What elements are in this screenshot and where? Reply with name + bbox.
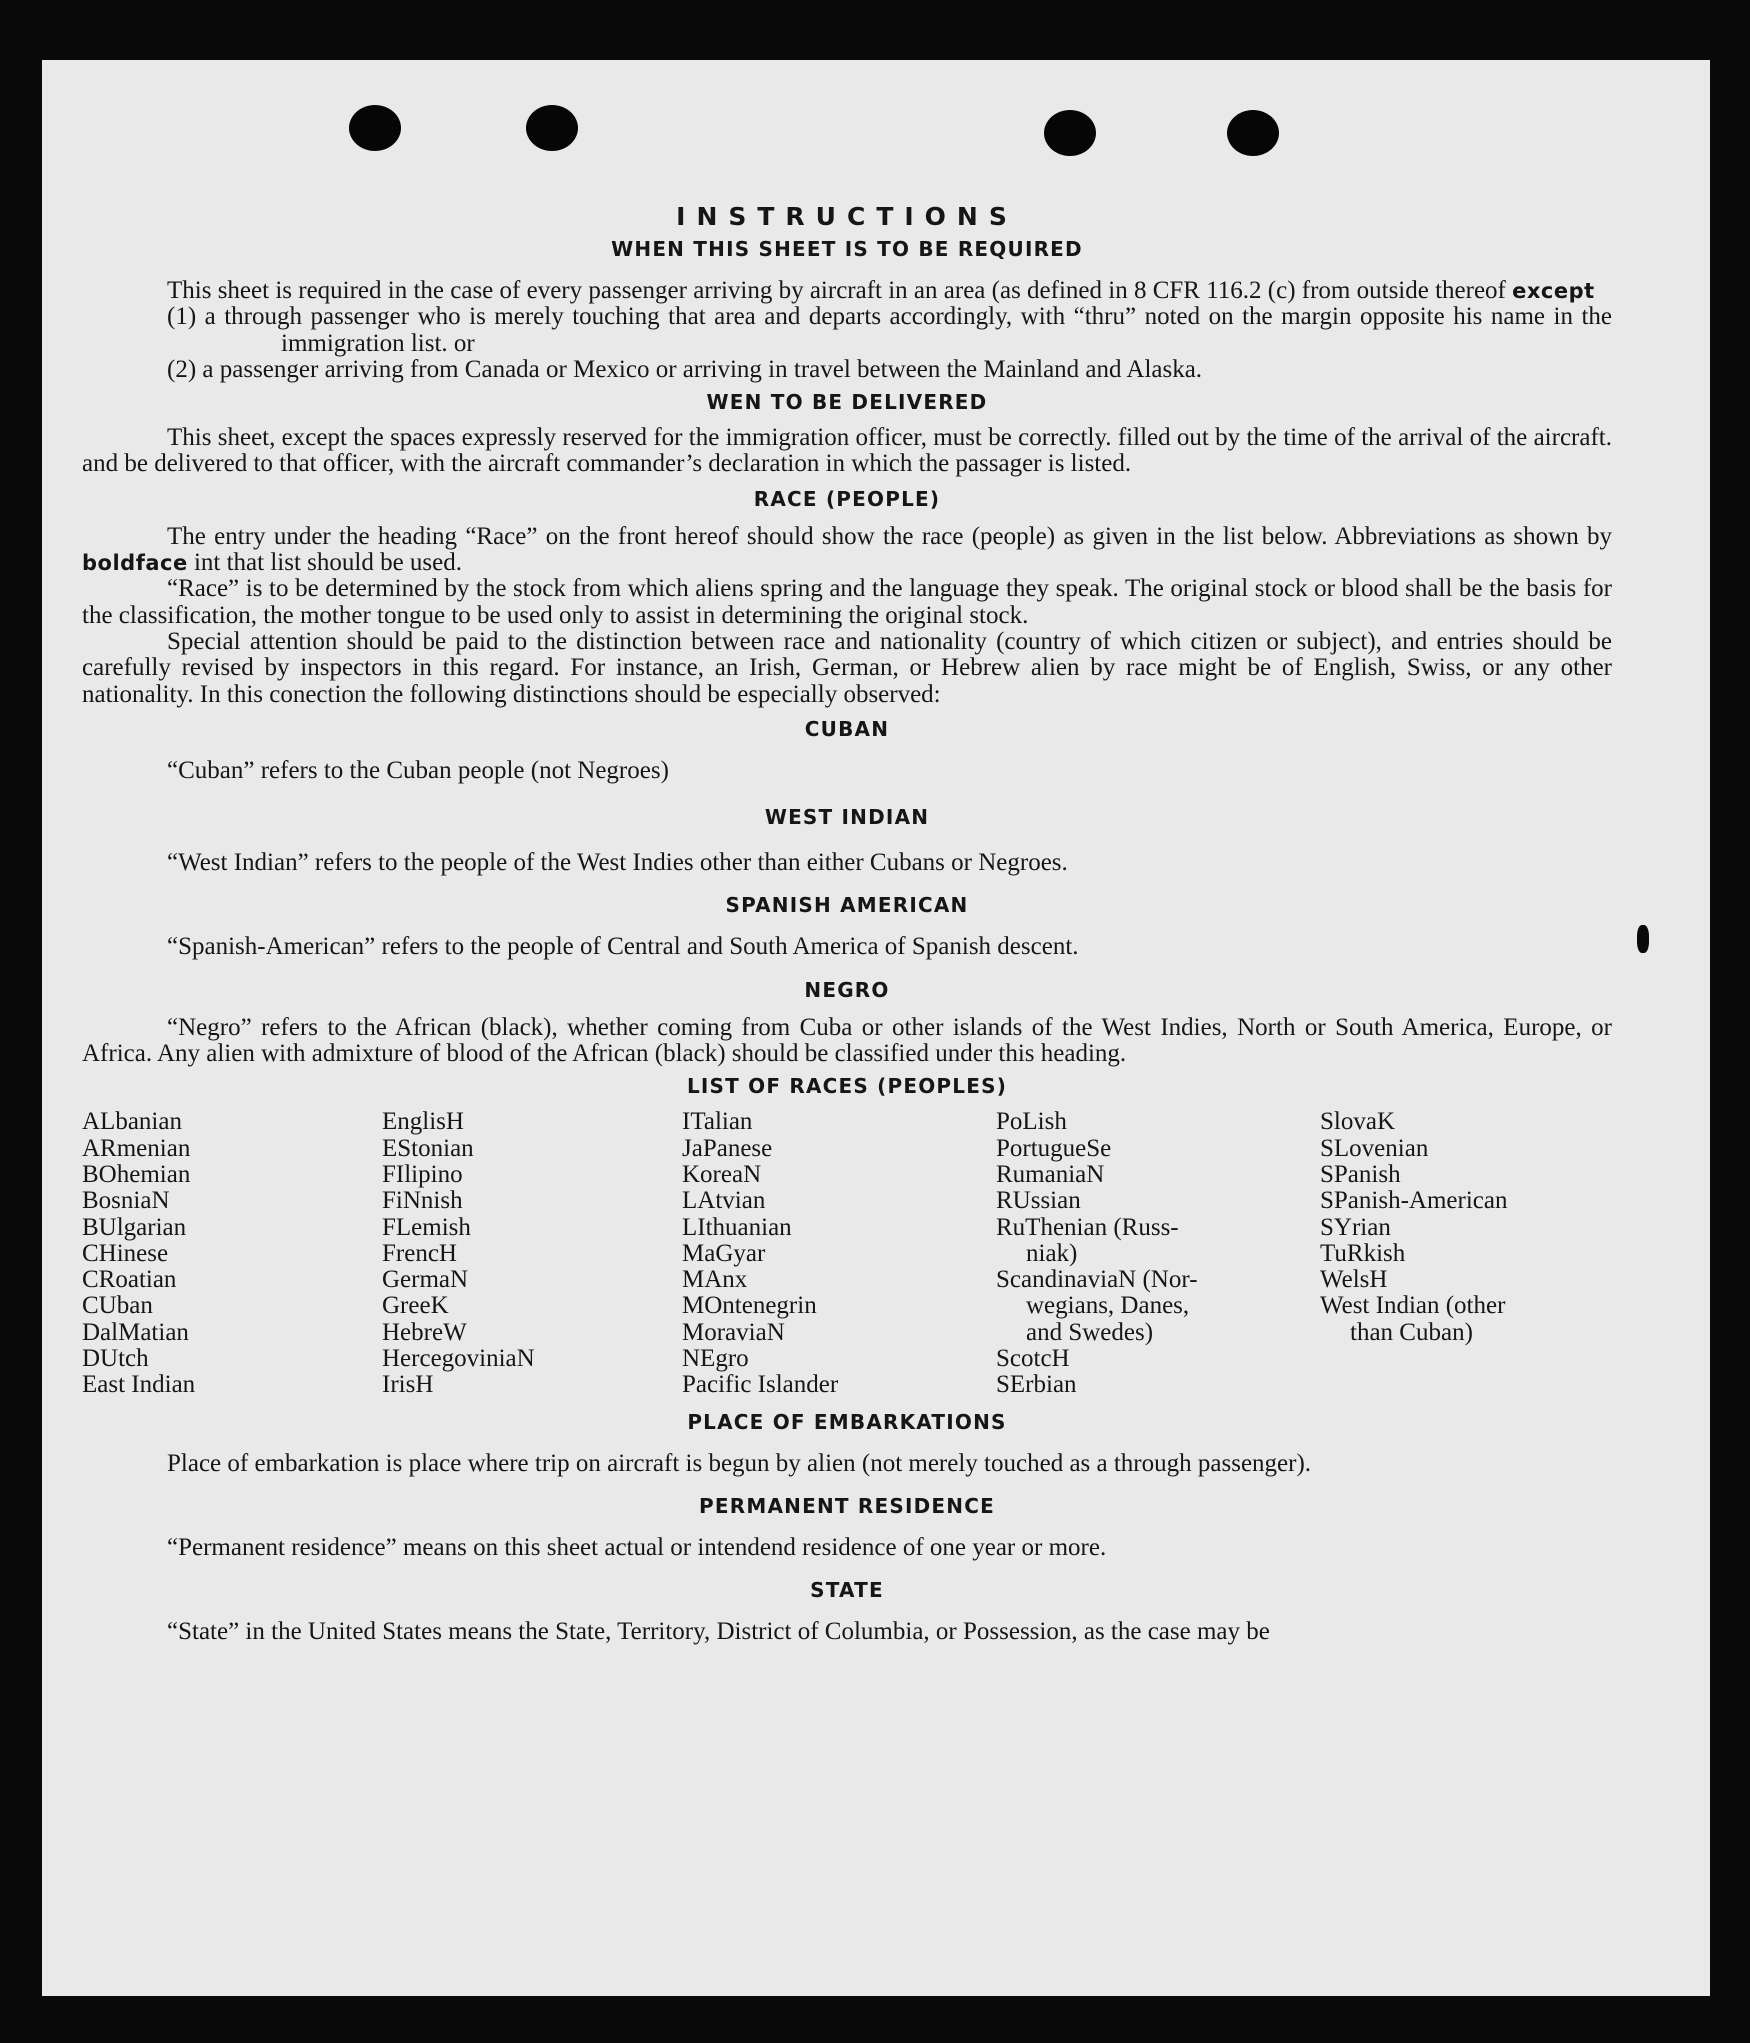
race-item: GermaN: [382, 1266, 469, 1294]
race-item: LAtvian: [682, 1187, 766, 1215]
section-heading-races-list: LIST OF RACES (PEOPLES): [686, 1074, 1008, 1099]
race-item: KoreaN: [682, 1160, 762, 1188]
instructions-body: [82, 198, 1612, 1646]
race-item: ScandinaviaN (Nor-: [996, 1266, 1198, 1294]
race-item: MOntenegrin: [682, 1292, 817, 1320]
race-item-continuation: wegians, Danes,: [1026, 1292, 1190, 1320]
section-heading-spanish-american: SPANISH AMERICAN: [725, 893, 969, 918]
race-item: MAnx: [682, 1266, 748, 1294]
races-column-2: [382, 1109, 682, 1398]
section-heading-cuban: CUBAN: [804, 716, 890, 741]
race-item: SlovaK: [1320, 1108, 1395, 1136]
race-item: LIthuanian: [682, 1213, 792, 1241]
race-item: PoLish: [996, 1108, 1067, 1136]
punch-hole: [1227, 110, 1279, 156]
race-item: SLovenian: [1320, 1134, 1429, 1162]
section-heading-embarkation: PLACE OF EMBARKATIONS: [687, 1409, 1007, 1434]
delivered-text: This sheet, except the spaces expressly reserved for the immigration officer, must be correctly. filled out by the time of the arrival of the aircraft. and be delivered to that officer, with the aircraft commander’s declaration in which the passager is listed.: [82, 424, 1612, 478]
race-item: ARmenian: [82, 1134, 191, 1162]
state-text: “State” in the United States means the State, Territory, District of Columbia, or Possession, as the case may be: [167, 1618, 1270, 1646]
required-item-1: (1) a through passenger who is merely touching that area and departs accordingly, with “thru” noted on the margin opposite his name in the immigration list. or: [167, 303, 1612, 357]
race-item: GreeK: [382, 1292, 449, 1320]
race-item: West Indian (other: [1320, 1292, 1506, 1320]
section-heading-west-indian: WEST INDIAN: [764, 805, 930, 830]
race-item: EStonian: [382, 1134, 474, 1162]
race-item: FiNnish: [382, 1187, 463, 1215]
race-paragraph-1: The entry under the heading “Race” on the front hereof should show the race (people) as given in the list below. Abbreviations as shown by boldface int that list should be used.: [82, 522, 1612, 577]
punch-hole: [526, 105, 578, 151]
race-item: MoraviaN: [682, 1318, 785, 1346]
race-item: IrisH: [382, 1371, 434, 1399]
race-item-continuation: niak): [1026, 1239, 1078, 1267]
race-item: DUtch: [82, 1345, 149, 1373]
race-item: RUssian: [996, 1187, 1081, 1215]
section-heading-race: RACE (PEOPLE): [753, 486, 941, 511]
punch-hole: [349, 105, 401, 151]
cuban-text: “Cuban” refers to the Cuban people (not Negroes): [167, 756, 669, 784]
race-item: CUban: [82, 1292, 153, 1320]
race-item: BOhemian: [82, 1160, 191, 1188]
race-item: BUlgarian: [82, 1213, 187, 1241]
race-item: East Indian: [82, 1371, 196, 1399]
race-item: RumaniaN: [996, 1160, 1105, 1188]
races-list: [82, 1109, 1612, 1398]
races-column-3: [682, 1109, 996, 1398]
races-column-1: [82, 1109, 382, 1398]
race-paragraph-3: Special attention should be paid to the distinction between race and nationality (country of which citizen or subject), and entries should be carefully revised by inspectors in this regard. For instance, an Irish, German, or Hebrew alien by race might be of English, Swiss, or any other nationality. In this conection the following distinctions should be especially observed:: [82, 627, 1612, 708]
race-item: TuRkish: [1320, 1239, 1406, 1267]
race-item: WelsH: [1320, 1266, 1388, 1294]
document-page: [42, 60, 1710, 1996]
race-item: ITalian: [682, 1108, 753, 1136]
race-item: HercegoviniaN: [382, 1345, 535, 1373]
race-item: FLemish: [382, 1213, 471, 1241]
race-item: EnglisH: [382, 1108, 464, 1136]
boldface-bold: boldface: [82, 551, 188, 576]
race-item: PortugueSe: [996, 1134, 1112, 1162]
race-item: BosniaN: [82, 1187, 170, 1215]
race-item-continuation: than Cuban): [1350, 1318, 1473, 1346]
race-item: SPanish-American: [1320, 1187, 1508, 1215]
residence-text: “Permanent residence” means on this sheet actual or intendend residence of one year or more.: [167, 1533, 1107, 1561]
race-item: CRoatian: [82, 1266, 177, 1294]
race-item: SErbian: [996, 1371, 1077, 1399]
spanish-american-text: “Spanish-American” refers to the people of Central and South America of Spanish descent.: [167, 933, 1079, 961]
ink-blot: [1637, 925, 1649, 953]
races-column-5: [1320, 1109, 1612, 1398]
page-title: INSTRUCTIONS: [676, 202, 1018, 231]
race-paragraph-2: “Race” is to be determined by the stock from which aliens spring and the language they speak. The original stock or blood shall be the basis for the classification, the mother tongue to be used only to assist in determining the original stock.: [82, 575, 1612, 629]
race-item: HebreW: [382, 1318, 467, 1346]
section-heading-delivered: WEN TO BE DELIVERED: [706, 390, 988, 415]
section-heading-state: STATE: [810, 1578, 884, 1603]
embarkation-text: Place of embarkation is place where trip on aircraft is begun by alien (not merely touched as a through passenger).: [167, 1449, 1312, 1477]
race-item: Pacific Islander: [682, 1371, 839, 1399]
race-item: RuThenian (Russ-: [996, 1213, 1179, 1241]
except-bold: except: [1512, 279, 1595, 303]
race-item: JaPanese: [682, 1134, 773, 1162]
race-item: SYrian: [1320, 1213, 1391, 1241]
west-indian-text: “West Indian” refers to the people of the West Indies other than either Cubans or Negroes.: [167, 849, 1068, 877]
race-item: FIlipino: [382, 1160, 463, 1188]
punch-hole: [1044, 110, 1096, 156]
race-item: SPanish: [1320, 1160, 1401, 1188]
races-column-4: [996, 1109, 1320, 1398]
race-item: MaGyar: [682, 1239, 766, 1267]
race-item: ALbanian: [82, 1108, 182, 1136]
race-item: FrencH: [382, 1239, 457, 1267]
negro-text: “Negro” refers to the African (black), whether coming from Cuba or other islands of the West Indies, North or South America, Europe, or Africa. Any alien with admixture of blood of the African (black) should be classified under this heading.: [82, 1013, 1612, 1068]
required-item-2: (2) a passenger arriving from Canada or Mexico or arriving in travel between the Mainland and Alaska.: [167, 355, 1203, 383]
section-heading-required: WHEN THIS SHEET IS TO BE REQUIRED: [611, 237, 1083, 261]
race-item: ScotcH: [996, 1345, 1070, 1373]
race-item: CHinese: [82, 1239, 169, 1267]
race-item: DalMatian: [82, 1318, 189, 1346]
section-heading-residence: PERMANENT RESIDENCE: [699, 1493, 995, 1518]
race-item-continuation: and Swedes): [1026, 1318, 1154, 1346]
required-intro: This sheet is required in the case of every passenger arriving by aircraft in an area (as defined in 8 CFR 116.2 (c) from outside thereof except: [167, 277, 1595, 304]
section-heading-negro: NEGRO: [804, 977, 890, 1002]
race-item: NEgro: [682, 1345, 749, 1373]
